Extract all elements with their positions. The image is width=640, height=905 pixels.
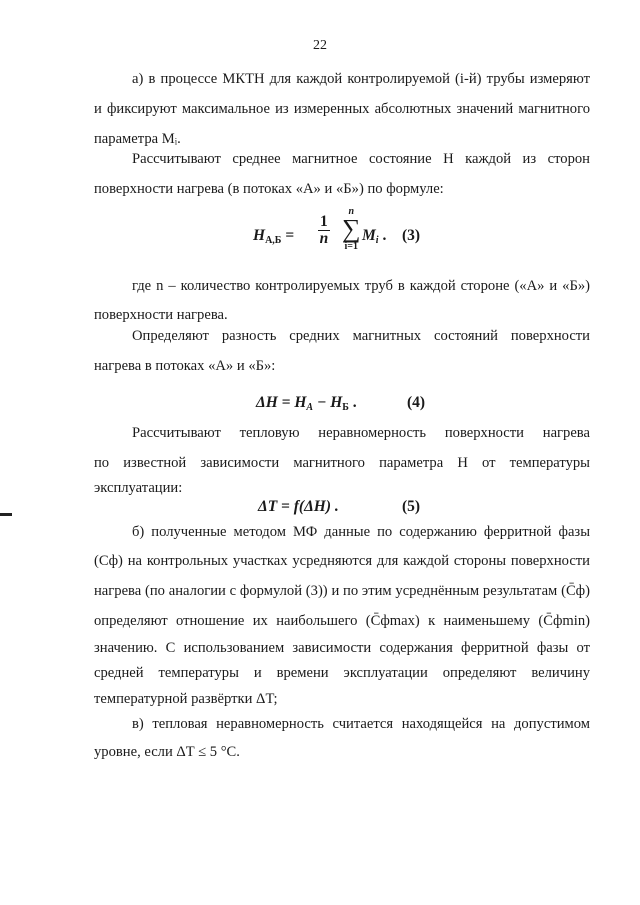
text-line-p2l2: поверхности нагрева (в потоках «А» и «Б») по формуле: <box>94 181 444 197</box>
text-line-p6l4: определяют отношение их наибольшего (C̄фmax) к наименьшему (C̄фmin) <box>94 613 590 629</box>
text-line-p5l2: по известной зависимости магнитного параметра H от температуры <box>94 455 590 471</box>
formula-3-denominator: n <box>319 230 329 247</box>
formula-4-lhs: ΔH = H <box>256 394 307 411</box>
formula-4-tail: . <box>348 394 357 411</box>
formula-3 <box>0 206 640 272</box>
text-line-p3l1: где n – количество контролируемых труб в каждой стороне («А» и «Б») <box>132 278 590 294</box>
page-number: 22 <box>313 38 327 53</box>
text-line-p4l2: нагрева в потоках «А» и «Б»: <box>94 358 276 374</box>
formula-4-expression <box>256 393 357 418</box>
margin-mark <box>0 513 12 516</box>
text-line-p5l3: эксплуатации: <box>94 480 183 496</box>
formula-3-term-m: M <box>362 227 376 244</box>
formula-3-tail: . <box>382 227 387 244</box>
text-line-p1l3: параметра Mᵢ. <box>94 131 181 147</box>
formula-4-sub-b: Б <box>342 402 349 413</box>
text-line-p4l1: Определяют разность средних магнитных состояний поверхности <box>132 328 590 344</box>
formula-3-eq: = <box>285 227 295 244</box>
text-line-p6l3: нагрева (по аналогии с формулой (3)) и по этим усреднённым результатам (C̄ф) <box>94 583 590 599</box>
text-line-p6l6: средней температуры и времени эксплуатации определяют величину <box>94 665 590 681</box>
text-line-p3l2: поверхности нагрева. <box>94 307 228 323</box>
text-line-p6l2: (Cф) на контрольных участках усредняются для каждой стороны поверхности <box>94 553 590 569</box>
text-line-p6l1: б) полученные методом МФ данные по содержанию ферритной фазы <box>132 524 590 540</box>
formula-3-number: (3) <box>402 227 421 244</box>
formula-4-number: (4) <box>407 394 426 411</box>
formula-3-expression <box>253 226 294 251</box>
formula-3-fraction <box>318 214 330 247</box>
formula-4-minus: − H <box>313 394 343 411</box>
formula-5 <box>0 497 640 517</box>
formula-3-sum-upper: n <box>348 206 355 217</box>
formula-3-lhs-sub: А,Б <box>265 235 282 246</box>
formula-3-sum <box>340 206 363 252</box>
formula-3-numerator: 1 <box>320 213 328 230</box>
formula-4 <box>0 393 640 413</box>
formula-3-sigma: ∑ <box>342 214 361 243</box>
text-line-p1l2: и фиксируют максимальное из измеренных абсолютных значений магнитного <box>94 101 590 117</box>
text-line-p1l1: а) в процессе МКТН для каждой контролируемой (i-й) трубы измеряют <box>132 71 590 87</box>
formula-4-sub-a: A <box>306 402 314 413</box>
formula-3-lhs: H <box>253 227 266 244</box>
formula-5-number: (5) <box>402 498 421 515</box>
text-line-p7l2: уровне, если ΔT ≤ 5 °C. <box>94 744 240 760</box>
text-line-p7l1: в) тепловая неравномерность считается находящейся на допустимом <box>132 716 590 732</box>
formula-3-term <box>362 226 386 251</box>
text-line-p5l1: Рассчитывают тепловую неравномерность поверхности нагрева <box>132 425 590 441</box>
formula-3-sum-lower: i=1 <box>344 241 359 252</box>
text-line-p2l1: Рассчитывают среднее магнитное состояние H каждой из сторон <box>132 151 590 167</box>
text-line-p6l5: значению. С использованием зависимости содержания ферритной фазы от <box>94 640 590 656</box>
formula-5-expression: ΔT = f(ΔH) . <box>258 498 339 515</box>
formula-3-term-sub: i <box>375 235 379 246</box>
text-line-p6l7: температурной развёртки ΔT; <box>94 691 278 707</box>
